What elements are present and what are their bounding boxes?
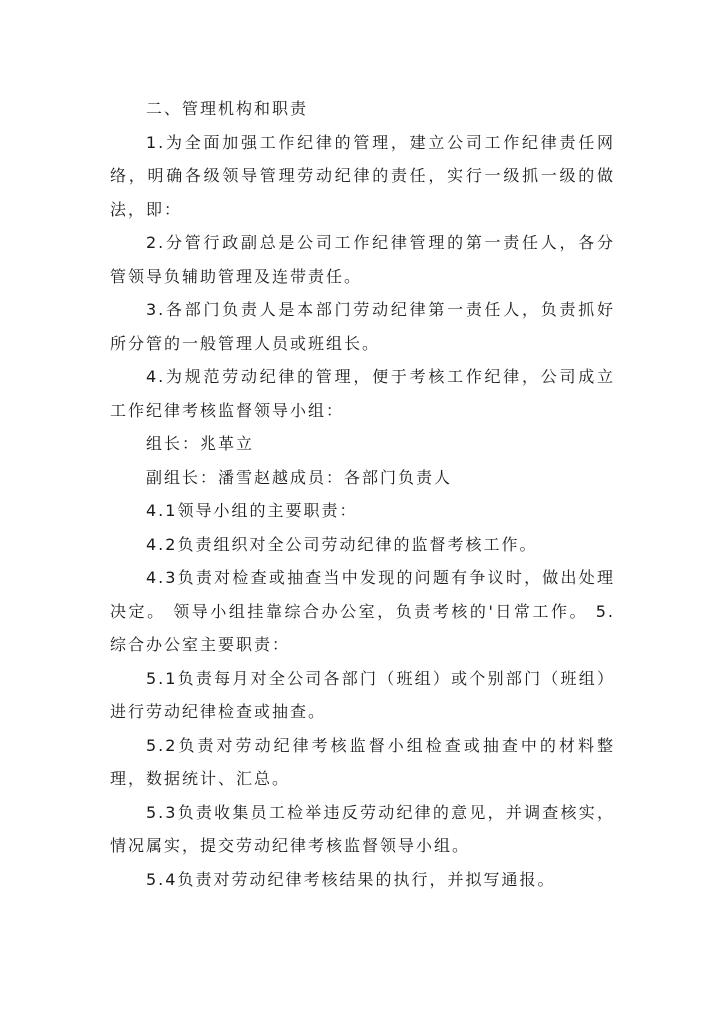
paragraph-4-3: 4.3负责对检查或抽查当中发现的问题有争议时，做出处理决定。 领导小组挂靠综合办公室，负责考核的'日常工作。 5.综合办公室主要职责： [110,568,615,654]
paragraph-2: 2.分管行政副总是公司工作纪律管理的第一责任人，各分管领导负辅助管理及连带责任。 [110,233,615,286]
paragraph-3: 3.各部门负责人是本部门劳动纪律第一责任人，负责抓好所分管的一般管理人员或班组长。 [110,300,615,353]
paragraph-4-1: 4.1领导小组的主要职责： [146,501,358,520]
paragraph-1: 1.为全面加强工作纪律的管理，建立公司工作纪律责任网络，明确各级领导管理劳动纪律的责任，实行一级抓一级的做法，即： [110,132,615,219]
paragraph-4-2: 4.2负责组织对全公司劳动纪律的监督考核工作。 [146,534,538,554]
section-heading: 二、管理机构和职责 [146,99,309,118]
paragraph-4: 4.为规范劳动纪律的管理，便于考核工作纪律，公司成立工作纪律考核监督领导小组： [110,367,615,420]
paragraph-5-2: 5.2负责对劳动纪律考核监督小组检查或抽查中的材料整理，数据统计、汇总。 [110,735,615,788]
group-leader-line: 组长：兆革立 [146,434,255,453]
document-body [110,92,615,896]
paragraph-5-3: 5.3负责收集员工检举违反劳动纪律的意见，并调查核实，情况属实，提交劳动纪律考核监督领导小组。 [110,802,615,855]
paragraph-5-1: 5.1负责每月对全公司各部门（班组）或个别部门（班组）进行劳动纪律检查或抽查。 [110,668,615,721]
paragraph-5-4: 5.4负责对劳动纪律考核结果的执行，并拟写通报。 [146,869,556,889]
deputy-leader-line: 副组长：潘雪赵越成员：各部门负责人 [146,467,453,487]
